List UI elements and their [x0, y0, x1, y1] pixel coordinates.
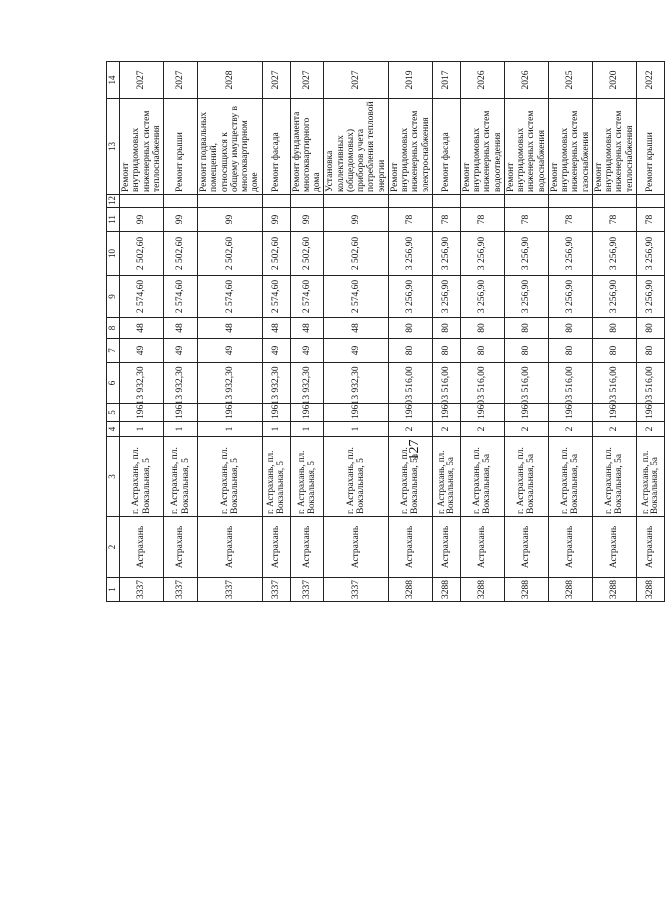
year-cell: 2022: [636, 62, 664, 99]
area-cell: 3 256,90: [592, 232, 636, 276]
work-type-cell: Ремонт внутридомовых инженерных систем теплоснабжения: [592, 99, 636, 195]
area-cell: 3 256,90: [636, 276, 664, 318]
address-cell: г. Астрахань, пл. Вокзальная, 5а: [504, 437, 548, 517]
area-cell: 2 502,60: [198, 232, 263, 276]
cell: [290, 195, 324, 208]
cell: 99: [164, 208, 198, 232]
address-cell: г. Астрахань, пл. Вокзальная, 5: [120, 437, 164, 517]
cell: 99: [120, 208, 164, 232]
area-cell: 2 574,60: [324, 276, 389, 318]
cell: 2: [636, 422, 664, 437]
year-cell: 2020: [592, 62, 636, 99]
table-row: [460, 62, 504, 602]
work-type-cell: Ремонт внутридомовых инженерных систем теплоснабжения: [120, 99, 164, 195]
area-cell: 2 502,60: [290, 232, 324, 276]
house-id-cell: 3337: [290, 578, 324, 602]
cell: 80: [460, 318, 504, 339]
address-cell: г. Астрахань, пл. Вокзальная, 5а: [636, 437, 664, 517]
cell: 99: [198, 208, 263, 232]
cell: [262, 195, 290, 208]
cell: [548, 195, 592, 208]
work-type-cell: Ремонт крыши: [636, 99, 664, 195]
total-area-cell: 3 516,00: [636, 363, 664, 404]
total-area-cell: 3 516,00: [504, 363, 548, 404]
house-id-cell: 3288: [636, 578, 664, 602]
cell: 80: [548, 339, 592, 363]
total-area-cell: 3 932,30: [164, 363, 198, 404]
cell: 80: [636, 339, 664, 363]
cell: [324, 195, 389, 208]
cell: 80: [504, 339, 548, 363]
total-area-cell: 3 516,00: [388, 363, 432, 404]
cell: [636, 195, 664, 208]
cell: 78: [504, 208, 548, 232]
work-type-cell: Ремонт подвальных помещений, относящихся к общему имуществу в многоквартирном доме: [198, 99, 263, 195]
area-cell: 3 256,90: [504, 232, 548, 276]
column-header: 13: [107, 99, 120, 195]
table-row: [324, 62, 389, 602]
cell: 48: [120, 318, 164, 339]
total-area-cell: 3 932,30: [324, 363, 389, 404]
year-cell: 2026: [460, 62, 504, 99]
work-type-cell: Ремонт фасада: [432, 99, 460, 195]
work-type-cell: Ремонт фундамента многоквартирного дома: [290, 99, 324, 195]
column-header: 4: [107, 422, 120, 437]
area-cell: 3 256,90: [548, 276, 592, 318]
total-area-cell: 3 516,00: [592, 363, 636, 404]
address-cell: г. Астрахань, пл. Вокзальная, 5а: [388, 437, 432, 517]
house-id-cell: 3288: [504, 578, 548, 602]
area-cell: 3 256,90: [548, 232, 592, 276]
year-cell: 2027: [262, 62, 290, 99]
cell: 78: [636, 208, 664, 232]
work-type-cell: Ремонт внутридомовых инженерных систем электроснабжения: [388, 99, 432, 195]
work-type-cell: Установка коллективных (общедомовых) приборов учета потребления тепловой энергии: [324, 99, 389, 195]
cell: 80: [388, 339, 432, 363]
area-cell: 3 256,90: [460, 232, 504, 276]
column-header: 10: [107, 232, 120, 276]
column-header: 6: [107, 363, 120, 404]
rotated-table-container: [106, 62, 660, 602]
column-header: 7: [107, 339, 120, 363]
year-built-cell: 1960: [460, 404, 504, 422]
area-cell: 2 574,60: [164, 276, 198, 318]
header-row: [107, 62, 120, 602]
cell: [432, 195, 460, 208]
cell: 2: [432, 422, 460, 437]
column-header: 9: [107, 276, 120, 318]
cell: 1: [164, 422, 198, 437]
year-built-cell: 1960: [432, 404, 460, 422]
column-header: 11: [107, 208, 120, 232]
table-row: [120, 62, 164, 602]
address-cell: г. Астрахань, пл. Вокзальная, 5: [290, 437, 324, 517]
column-header: 2: [107, 517, 120, 578]
work-type-cell: Ремонт фасада: [262, 99, 290, 195]
cell: 49: [324, 339, 389, 363]
cell: 78: [460, 208, 504, 232]
city-cell: Астрахань: [460, 517, 504, 578]
cell: 80: [504, 318, 548, 339]
year-cell: 2027: [324, 62, 389, 99]
total-area-cell: 3 932,30: [262, 363, 290, 404]
cell: 49: [164, 339, 198, 363]
cell: 78: [432, 208, 460, 232]
house-id-cell: 3288: [432, 578, 460, 602]
address-cell: г. Астрахань, пл. Вокзальная, 5: [324, 437, 389, 517]
cell: 1: [120, 422, 164, 437]
city-cell: Астрахань: [504, 517, 548, 578]
house-id-cell: 3288: [388, 578, 432, 602]
address-cell: г. Астрахань, пл. Вокзальная, 5а: [460, 437, 504, 517]
cell: 48: [290, 318, 324, 339]
cell: 48: [164, 318, 198, 339]
table-row: [198, 62, 263, 602]
city-cell: Астрахань: [164, 517, 198, 578]
column-header: 14: [107, 62, 120, 99]
house-id-cell: 3337: [262, 578, 290, 602]
cell: 2: [504, 422, 548, 437]
table-row: [432, 62, 460, 602]
total-area-cell: 3 932,30: [290, 363, 324, 404]
city-cell: Астрахань: [548, 517, 592, 578]
area-cell: 3 256,90: [432, 276, 460, 318]
area-cell: 2 502,60: [164, 232, 198, 276]
cell: 49: [262, 339, 290, 363]
area-cell: 2 502,60: [324, 232, 389, 276]
column-header: 8: [107, 318, 120, 339]
year-built-cell: 1960: [504, 404, 548, 422]
year-built-cell: 1961: [324, 404, 389, 422]
cell: 48: [262, 318, 290, 339]
cell: 1: [198, 422, 263, 437]
cell: [388, 195, 432, 208]
year-built-cell: 1960: [388, 404, 432, 422]
house-id-cell: 3288: [460, 578, 504, 602]
cell: [198, 195, 263, 208]
cell: 80: [548, 318, 592, 339]
area-cell: 3 256,90: [460, 276, 504, 318]
cell: 1: [324, 422, 389, 437]
column-header: 1: [107, 578, 120, 602]
cell: 80: [636, 318, 664, 339]
year-built-cell: 1960: [592, 404, 636, 422]
house-id-cell: 3337: [198, 578, 263, 602]
area-cell: 2 574,60: [120, 276, 164, 318]
table-row: [262, 62, 290, 602]
year-built-cell: 1961: [262, 404, 290, 422]
cell: 99: [290, 208, 324, 232]
work-type-cell: Ремонт внутридомовых инженерных систем газоснабжения: [548, 99, 592, 195]
cell: 99: [262, 208, 290, 232]
area-cell: 3 256,90: [592, 276, 636, 318]
city-cell: Астрахань: [262, 517, 290, 578]
year-built-cell: 1960: [636, 404, 664, 422]
cell: 49: [120, 339, 164, 363]
cell: 99: [324, 208, 389, 232]
year-built-cell: 1961: [120, 404, 164, 422]
column-header: 3: [107, 437, 120, 517]
city-cell: Астрахань: [592, 517, 636, 578]
year-cell: 2027: [164, 62, 198, 99]
year-cell: 2017: [432, 62, 460, 99]
table-row: [164, 62, 198, 602]
area-cell: 2 502,60: [262, 232, 290, 276]
year-built-cell: 1961: [198, 404, 263, 422]
city-cell: Астрахань: [290, 517, 324, 578]
house-id-cell: 3337: [324, 578, 389, 602]
total-area-cell: 3 932,30: [120, 363, 164, 404]
cell: 80: [460, 339, 504, 363]
city-cell: Астрахань: [324, 517, 389, 578]
cell: 2: [548, 422, 592, 437]
city-cell: Астрахань: [120, 517, 164, 578]
area-cell: 3 256,90: [504, 276, 548, 318]
cell: 48: [198, 318, 263, 339]
area-cell: 2 574,60: [198, 276, 263, 318]
area-cell: 2 574,60: [290, 276, 324, 318]
house-id-cell: 3337: [164, 578, 198, 602]
address-cell: г. Астрахань, пл. Вокзальная, 5: [164, 437, 198, 517]
total-area-cell: 3 516,00: [432, 363, 460, 404]
cell: 80: [432, 318, 460, 339]
city-cell: Астрахань: [432, 517, 460, 578]
cell: 78: [388, 208, 432, 232]
table-row: [548, 62, 592, 602]
cell: 78: [592, 208, 636, 232]
cell: 2: [460, 422, 504, 437]
address-cell: г. Астрахань, пл. Вокзальная, 5: [262, 437, 290, 517]
cell: 80: [388, 318, 432, 339]
cell: [460, 195, 504, 208]
area-cell: 3 256,90: [432, 232, 460, 276]
table-row: [388, 62, 432, 602]
house-id-cell: 3337: [120, 578, 164, 602]
address-cell: г. Астрахань, пл. Вокзальная, 5а: [432, 437, 460, 517]
cell: 49: [198, 339, 263, 363]
cell: [504, 195, 548, 208]
address-cell: г. Астрахань, пл. Вокзальная, 5а: [548, 437, 592, 517]
year-built-cell: 1961: [290, 404, 324, 422]
house-id-cell: 3288: [592, 578, 636, 602]
cell: 1: [290, 422, 324, 437]
column-header: 12: [107, 195, 120, 208]
year-cell: 2027: [290, 62, 324, 99]
table-row: [290, 62, 324, 602]
table-row: [504, 62, 548, 602]
year-cell: 2027: [120, 62, 164, 99]
year-built-cell: 1960: [548, 404, 592, 422]
total-area-cell: 3 932,30: [198, 363, 263, 404]
total-area-cell: 3 516,00: [548, 363, 592, 404]
cell: 48: [324, 318, 389, 339]
address-cell: г. Астрахань, пл. Вокзальная, 5а: [592, 437, 636, 517]
address-cell: г. Астрахань, пл. Вокзальная, 5: [198, 437, 263, 517]
city-cell: Астрахань: [388, 517, 432, 578]
city-cell: Астрахань: [198, 517, 263, 578]
cell: [592, 195, 636, 208]
work-type-cell: Ремонт внутридомовых инженерных систем водоотведения: [460, 99, 504, 195]
cell: 2: [592, 422, 636, 437]
area-cell: 3 256,90: [388, 276, 432, 318]
cell: 80: [592, 339, 636, 363]
cell: [164, 195, 198, 208]
year-built-cell: 1961: [164, 404, 198, 422]
year-cell: 2025: [548, 62, 592, 99]
cell: 80: [592, 318, 636, 339]
cell: 80: [432, 339, 460, 363]
cell: [120, 195, 164, 208]
year-cell: 2019: [388, 62, 432, 99]
repair-schedule-table: [106, 61, 665, 602]
year-cell: 2026: [504, 62, 548, 99]
total-area-cell: 3 516,00: [460, 363, 504, 404]
area-cell: 3 256,90: [636, 232, 664, 276]
table-row: [592, 62, 636, 602]
page-number: 127: [407, 439, 422, 461]
area-cell: 2 574,60: [262, 276, 290, 318]
area-cell: 2 502,60: [120, 232, 164, 276]
work-type-cell: Ремонт внутридомовых инженерных систем водоснабжения: [504, 99, 548, 195]
column-header: 5: [107, 404, 120, 422]
cell: 78: [548, 208, 592, 232]
cell: 1: [262, 422, 290, 437]
year-cell: 2028: [198, 62, 263, 99]
city-cell: Астрахань: [636, 517, 664, 578]
cell: 49: [290, 339, 324, 363]
work-type-cell: Ремонт крыши: [164, 99, 198, 195]
area-cell: 3 256,90: [388, 232, 432, 276]
house-id-cell: 3288: [548, 578, 592, 602]
cell: 2: [388, 422, 432, 437]
table-row: [636, 62, 664, 602]
